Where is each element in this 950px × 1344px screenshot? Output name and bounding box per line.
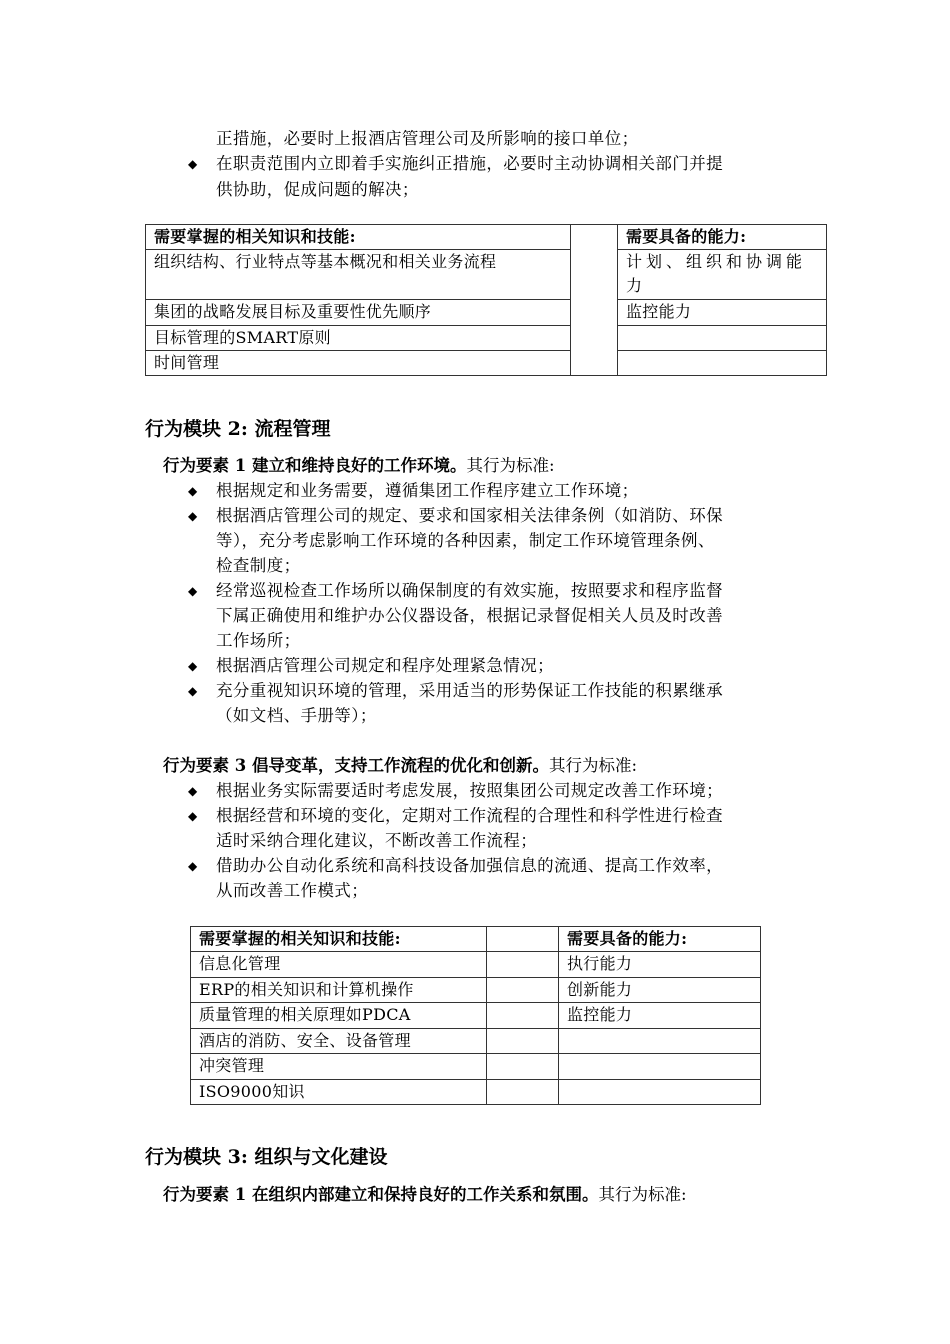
knowledge-cell: 质量管理的相关原理如PDCA: [191, 1003, 487, 1029]
text-line: 工作场所；: [216, 631, 301, 650]
text-line: 适时采纳合理化建议，不断改善工作流程；: [216, 831, 538, 850]
element-1-heading: [163, 1183, 687, 1207]
text-line: 借助办公自动化系统和高科技设备加强信息的流通、提高工作效率，: [216, 856, 723, 875]
knowledge-cell: 时间管理: [146, 351, 571, 376]
knowledge-cell: ISO9000知识: [191, 1080, 487, 1105]
ability-cell: 计划、组织和协调能力: [618, 250, 827, 300]
knowledge-header: 需要掌握的相关知识和技能:: [191, 927, 487, 952]
element-3-heading: [163, 754, 637, 778]
text-line: 在职责范围内立即着手实施纠正措施，必要时主动协调相关部门并提: [216, 154, 723, 173]
diamond-bullet-icon: ◆: [188, 484, 198, 498]
diamond-bullet-icon: ◆: [188, 509, 198, 523]
knowledge-cell: ERP的相关知识和计算机操作: [191, 978, 487, 1003]
ability-cell: 监控能力: [618, 300, 827, 326]
spacer-cell: [487, 952, 559, 978]
element-suffix: 其行为标准:: [548, 756, 638, 775]
text-line: 等），充分考虑影响工作环境的各种因素，制定工作环境管理条例、: [216, 531, 715, 550]
spacer-cell: [487, 927, 559, 952]
diamond-bullet-icon: ◆: [188, 809, 198, 823]
knowledge-header: 需要掌握的相关知识和技能:: [146, 225, 571, 250]
knowledge-cell: 集团的战略发展目标及重要性优先顺序: [146, 300, 571, 326]
spacer-cell: [487, 1029, 559, 1054]
text-line: 供协助，促成问题的解决；: [216, 180, 419, 199]
ability-cell: [559, 1080, 761, 1105]
text-line: 根据业务实际需要适时考虑发展，按照集团公司规定改善工作环境；: [216, 781, 723, 800]
text-line: 正措施，必要时上报酒店管理公司及所影响的接口单位；: [216, 129, 639, 148]
spacer-cell: [487, 1003, 559, 1029]
text-line: 根据规定和业务需要，遵循集团工作程序建立工作环境；: [216, 481, 639, 500]
diamond-bullet-icon: ◆: [188, 784, 198, 798]
text-line: 下属正确使用和维护办公仪器设备，根据记录督促相关人员及时改善: [216, 606, 723, 625]
element-title: 行为要素 3 倡导变革，支持工作流程的优化和创新。: [163, 756, 549, 775]
element-title: 行为要素 1 在组织内部建立和保持良好的工作关系和氛围。: [163, 1185, 599, 1204]
diamond-bullet-icon: ◆: [188, 584, 198, 598]
ability-cell: 执行能力: [559, 952, 761, 978]
text-line: 根据酒店管理公司的规定、要求和国家相关法律条例（如消防、环保: [216, 506, 723, 525]
knowledge-ability-table: [190, 926, 761, 1105]
text-line: 充分重视知识环境的管理，采用适当的形势保证工作技能的积累继承: [216, 681, 723, 700]
diamond-bullet-icon: ◆: [188, 684, 198, 698]
element-suffix: 其行为标准:: [598, 1185, 687, 1204]
ability-header: 需要具备的能力:: [618, 225, 827, 250]
ability-cell: [559, 1054, 761, 1080]
knowledge-cell: 信息化管理: [191, 952, 487, 978]
spacer-cell: [487, 978, 559, 1003]
spacer-cell: [487, 1080, 559, 1105]
text-line: 根据酒店管理公司规定和程序处理紧急情况；: [216, 656, 554, 675]
module-2-title: 行为模块 2: 流程管理: [145, 418, 331, 440]
ability-cell: [618, 351, 827, 376]
text-line: 检查制度；: [216, 556, 301, 575]
knowledge-cell: 酒店的消防、安全、设备管理: [191, 1029, 487, 1054]
diamond-bullet-icon: ◆: [188, 659, 198, 673]
text-line: （如文档、手册等）；: [216, 706, 377, 725]
ability-cell: [559, 1029, 761, 1054]
diamond-bullet-icon: ◆: [188, 859, 198, 873]
element-1-heading: [163, 454, 555, 478]
ability-header: 需要具备的能力:: [559, 927, 761, 952]
diamond-bullet-icon: ◆: [188, 157, 198, 171]
text-line: 经常巡视检查工作场所以确保制度的有效实施，按照要求和程序监督: [216, 581, 723, 600]
knowledge-ability-table: [145, 224, 827, 376]
element-title: 行为要素 1 建立和维持良好的工作环境。: [163, 456, 467, 475]
ability-cell: [618, 326, 827, 351]
text-line: 根据经营和环境的变化，定期对工作流程的合理性和科学性进行检查: [216, 806, 723, 825]
module-3-title: 行为模块 3: 组织与文化建设: [145, 1146, 388, 1168]
spacer-cell: [571, 225, 618, 376]
knowledge-cell: 组织结构、行业特点等基本概况和相关业务流程: [146, 250, 571, 300]
knowledge-cell: 目标管理的SMART原则: [146, 326, 571, 351]
knowledge-cell: 冲突管理: [191, 1054, 487, 1080]
ability-cell: 创新能力: [559, 978, 761, 1003]
ability-cell: 监控能力: [559, 1003, 761, 1029]
text-line: 从而改善工作模式；: [216, 881, 369, 900]
element-suffix: 其行为标准:: [466, 456, 555, 475]
spacer-cell: [487, 1054, 559, 1080]
